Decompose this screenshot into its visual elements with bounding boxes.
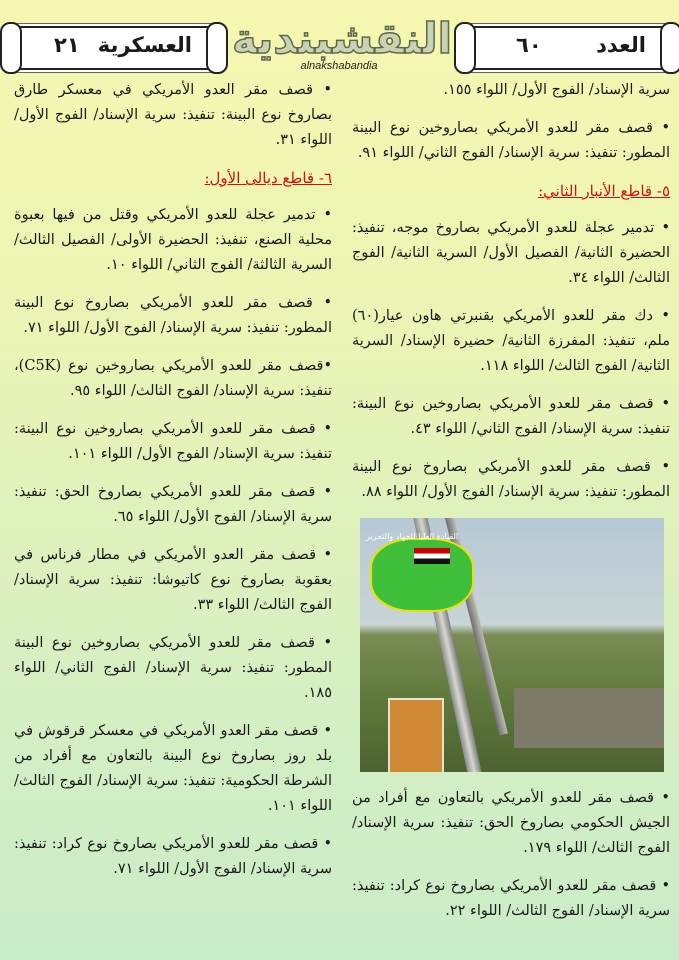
left-column [14,78,332,895]
news-item: • قصف مقر للعدو الأمريكي بصاروخ نوع البينة المطور: تنفيذ: سرية الإسناد/ الفوج الأول/ اللواء ٧١. [14,295,332,336]
news-item: • قصف مقر العدو الأمريكي في مطار فرناس في بعقوبة بصاروخ نوع كاتيوشا: تنفيذ: سرية الإسناد/ الفوج الثالث/ اللواء ٣٣. [14,547,332,613]
news-item: • تدمير عجلة للعدو الأمريكي بصاروخ موجه، تنفيذ: الحضيرة الثانية/ الفصيل الأول/ السرية الثانية/ الفوج الثالث/ اللواء ٣٤. [352,220,670,286]
news-photo [360,518,664,772]
news-item: • دك مقر للعدو الأمريكي بقنبرتي هاون عيار(٦٠) ملم، تنفيذ: المفرزة الثانية/ حضيرة الإسناد/ السرية الثانية/ الفوج الثالث/ اللواء ١١٨. [352,308,670,374]
news-item: • تدمير عجلة للعدو الأمريكي وقتل من فيها بعبوة محلية الصنع، تنفيذ: الحضيرة الأولى/ الفصيل الثالث/ السرية الثالثة/ الفوج الثاني/ اللواء ١٠. [14,207,332,273]
news-item: • قصف مقر للعدو الأمريكي بصاروخ نوع كراد: تنفيذ: سرية الإسناد/ الفوج الثالث/ اللواء ٢٢. [352,878,670,919]
section-banner [12,26,216,70]
news-item: سرية الإسناد/ الفوج الأول/ اللواء ١٥٥. [443,82,670,98]
news-item: • قصف مقر للعدو الأمريكي بصاروخ نوع كراد: تنفيذ: سرية الإسناد/ الفوج الأول/ اللواء ٧١. [14,836,332,877]
emblem-icon [370,538,474,612]
news-item: • قصف مقر للعدو الأمريكي بصاروخين نوع البينة: تنفيذ: سرية الإسناد/ الفوج الثاني/ اللواء ٤٣. [352,396,670,437]
news-item: • قصف مقر العدو الأمريكي في معسكر قرقوش في بلد روز بصاروخ نوع البينة بالتعاون مع أفراد من الشرطة الحكومية: تنفيذ: سرية الإسناد/ الفوج الثالث/ اللواء ١٠١. [14,723,332,814]
page-number: ٢١ [54,33,80,57]
page-header [0,0,679,80]
logo-url: alnakshabandia [300,60,378,72]
news-item: • قصف مقر للعدو الأمريكي بصاروخين نوع البينة: تنفيذ: سرية الإسناد/ الفوج الأول/ اللواء ١٠١. [14,421,332,462]
section-title: العسكرية [97,33,192,57]
issue-banner [466,26,670,70]
emblem-text: القيادة العليا للجهاد والتحرير [366,532,459,541]
news-item: • قصف مقر للعدو الأمريكي بصاروخ نوع البينة المطور: تنفيذ: سرية الإسناد/ الفوج الأول/ اللواء ٨٨. [352,459,670,500]
issue-label: العدد [596,33,646,57]
flag-icon [414,548,450,564]
issue-number: ٦٠ [516,33,542,57]
news-item: • قصف مقر للعدو الأمريكي بصاروخين نوع البينة المطور: تنفيذ: سرية الإسناد/ الفوج الثاني/ اللواء ٩١. [352,120,670,161]
section-heading: ٥- قاطع الأنبار الثاني: [538,182,670,200]
news-item: • قصف مقر للعدو الأمريكي بصاروخين نوع البينة المطور: تنفيذ: سرية الإسناد/ الفوج الثاني/ اللواء ١٨٥. [14,635,332,701]
section-heading: ٦- قاطع ديالى الأول: [204,169,332,187]
news-item: • قصف مقر للعدو الأمريكي بالتعاون مع أفراد من الجيش الحكومي بصاروخ الحق: تنفيذ: سرية الإسناد/ الفوج الثالث/ اللواء ١٧٩. [352,790,670,856]
logo-text: النقشبندية [232,14,453,63]
news-item: •قصف مقر للعدو الأمريكي بصاروخين نوع (C5K)، تنفيذ: سرية الإسناد/ الفوج الثالث/ اللواء ٩٥. [14,358,332,399]
magazine-logo [232,14,453,72]
news-item: • قصف مقر العدو الأمريكي في معسكر طارق بصاروخ نوع البينة: تنفيذ: سرية الإسناد/ الفوج الأول/ اللواء ٣١. [14,82,332,148]
news-item: • قصف مقر للعدو الأمريكي بصاروخ الحق: تنفيذ: سرية الإسناد/ الفوج الأول/ اللواء ٦٥. [14,484,332,525]
right-column [352,78,670,937]
